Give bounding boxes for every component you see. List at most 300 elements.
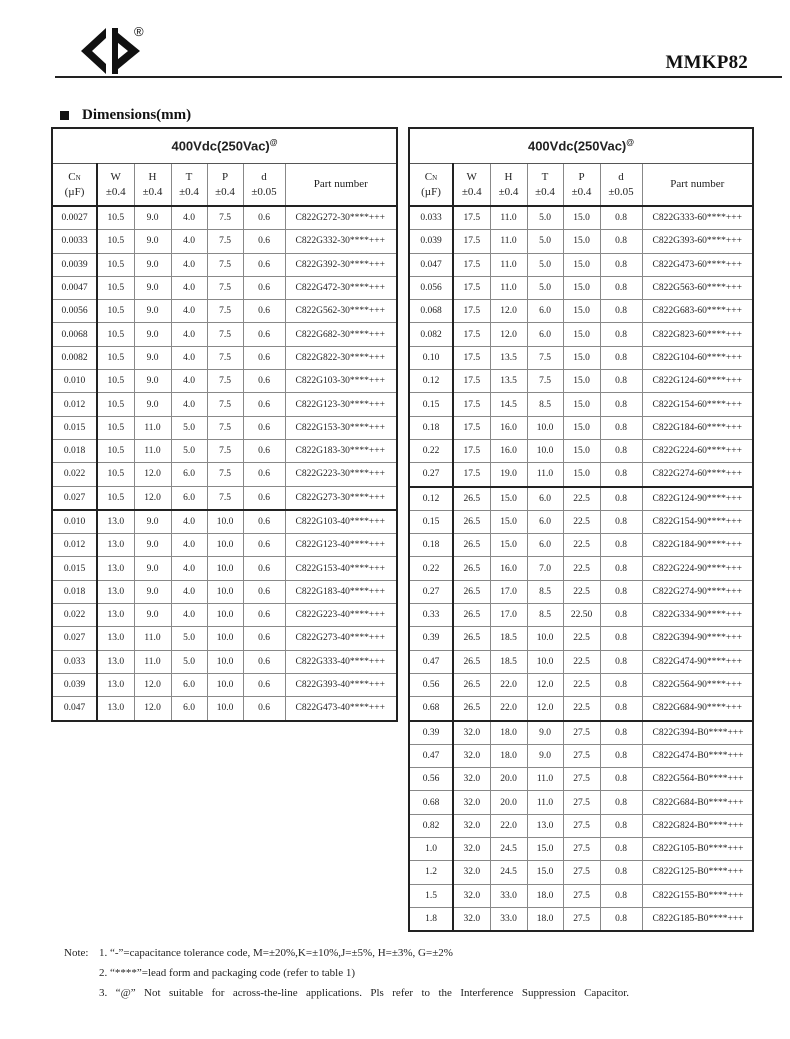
col-header-w: [453, 164, 490, 207]
cell-w: 10.5: [97, 370, 134, 393]
cell-w: 17.5: [453, 253, 490, 276]
col-header-w: [97, 164, 134, 207]
cell-p: 22.5: [563, 673, 600, 696]
cell-d: 0.6: [243, 230, 285, 253]
cell-p: 7.5: [207, 300, 243, 323]
cell-p: 7.5: [207, 206, 243, 230]
cell-d: 0.6: [243, 346, 285, 369]
cell-w: 32.0: [453, 907, 490, 931]
part-number-cell: C822G123-30****+++: [285, 393, 397, 416]
cell-t: 11.0: [527, 791, 563, 814]
table-row: [409, 253, 753, 276]
cell-h: 12.0: [134, 486, 171, 510]
table-row: [52, 323, 397, 346]
cell-d: 0.6: [243, 393, 285, 416]
cell-t: 9.0: [527, 721, 563, 745]
cell-h: 18.0: [490, 744, 527, 767]
cell-t: 4.0: [171, 370, 207, 393]
cell-p: 22.5: [563, 697, 600, 721]
cell-t: 15.0: [527, 861, 563, 884]
part-number-cell: C822G103-40****+++: [285, 510, 397, 534]
cell-t: 6.0: [527, 300, 563, 323]
cell-h: 19.0: [490, 463, 527, 487]
part-number-cell: C822G223-40****+++: [285, 604, 397, 627]
cell-h: 9.0: [134, 346, 171, 369]
cell-p: 10.0: [207, 534, 243, 557]
table-row: [409, 206, 753, 230]
cell-w: 26.5: [453, 673, 490, 696]
cell-h: 9.0: [134, 276, 171, 299]
cell-h: 24.5: [490, 838, 527, 861]
cell-h: 33.0: [490, 884, 527, 907]
cell-t: 4.0: [171, 557, 207, 580]
cell-w: 32.0: [453, 721, 490, 745]
cell-t: 4.0: [171, 323, 207, 346]
header-divider: [55, 76, 782, 78]
cell-h: 18.5: [490, 627, 527, 650]
part-number-cell: C822G393-60****+++: [642, 230, 753, 253]
cell-cn: 0.47: [409, 744, 453, 767]
col-symbol: P: [578, 170, 585, 183]
cell-p: 7.5: [207, 370, 243, 393]
part-number-cell: C822G332-30****+++: [285, 230, 397, 253]
model-title: MMKP82: [665, 52, 748, 73]
cell-cn: 0.015: [52, 416, 97, 439]
part-number-cell: C822G153-30****+++: [285, 416, 397, 439]
cell-cn: 0.033: [52, 650, 97, 673]
part-number-cell: C822G123-40****+++: [285, 534, 397, 557]
part-number-cell: C822G124-60****+++: [642, 370, 753, 393]
cell-p: 15.0: [563, 370, 600, 393]
cell-d: 0.8: [600, 627, 642, 650]
part-number-cell: C822G684-B0****+++: [642, 791, 753, 814]
table-row: [52, 604, 397, 627]
table-row: [52, 230, 397, 253]
cell-h: 9.0: [134, 370, 171, 393]
cell-h: 33.0: [490, 907, 527, 931]
part-number-cell: C822G103-30****+++: [285, 370, 397, 393]
cell-h: 12.0: [490, 300, 527, 323]
cell-h: 20.0: [490, 791, 527, 814]
cell-t: 4.0: [171, 346, 207, 369]
cell-cn: 0.12: [409, 370, 453, 393]
cell-cn: 0.68: [409, 791, 453, 814]
cell-t: 10.0: [527, 627, 563, 650]
cell-d: 0.8: [600, 721, 642, 745]
cell-cn: 0.0047: [52, 276, 97, 299]
cell-p: 22.5: [563, 510, 600, 533]
cell-d: 0.6: [243, 463, 285, 486]
cell-t: 15.0: [527, 838, 563, 861]
cell-p: 7.5: [207, 230, 243, 253]
cell-w: 10.5: [97, 253, 134, 276]
table-row: [52, 486, 397, 510]
cell-d: 0.8: [600, 768, 642, 791]
cell-h: 11.0: [490, 276, 527, 299]
table-row: [52, 627, 397, 650]
cell-cn: 0.039: [409, 230, 453, 253]
cell-w: 13.0: [97, 580, 134, 603]
cell-p: 22.5: [563, 627, 600, 650]
table-row: [52, 276, 397, 299]
part-number-cell: C822G474-B0****+++: [642, 744, 753, 767]
col-header-t: [527, 164, 563, 207]
col-tolerance: ±0.4: [179, 185, 199, 198]
cell-p: 22.5: [563, 580, 600, 603]
cell-t: 5.0: [527, 276, 563, 299]
cell-t: 10.0: [527, 439, 563, 462]
cell-h: 16.0: [490, 439, 527, 462]
cell-cn: 0.0027: [52, 206, 97, 230]
cell-d: 0.8: [600, 791, 642, 814]
cell-w: 17.5: [453, 346, 490, 369]
cell-p: 15.0: [563, 206, 600, 230]
part-number-cell: C822G684-90****+++: [642, 697, 753, 721]
cell-p: 15.0: [563, 276, 600, 299]
cell-d: 0.8: [600, 697, 642, 721]
cell-p: 15.0: [563, 253, 600, 276]
cell-cn: 0.039: [52, 673, 97, 696]
cell-h: 13.5: [490, 346, 527, 369]
cell-cn: 0.18: [409, 534, 453, 557]
cell-d: 0.8: [600, 230, 642, 253]
table-row: [409, 276, 753, 299]
part-number-cell: C822G473-40****+++: [285, 697, 397, 721]
cell-cn: 0.0056: [52, 300, 97, 323]
cell-cn: 0.82: [409, 814, 453, 837]
cell-h: 22.0: [490, 697, 527, 721]
cell-w: 32.0: [453, 791, 490, 814]
part-number-cell: C822G473-60****+++: [642, 253, 753, 276]
col-tolerance: ±0.4: [498, 185, 519, 198]
cell-h: 9.0: [134, 206, 171, 230]
cell-cn: 0.22: [409, 439, 453, 462]
col-tolerance: ±0.4: [461, 185, 482, 198]
cell-cn: 0.39: [409, 627, 453, 650]
cell-w: 10.5: [97, 393, 134, 416]
cell-d: 0.8: [600, 510, 642, 533]
cell-w: 13.0: [97, 510, 134, 534]
part-number-cell: C822G683-60****+++: [642, 300, 753, 323]
cell-cn: 0.068: [409, 300, 453, 323]
cell-d: 0.8: [600, 416, 642, 439]
table-row: [52, 300, 397, 323]
col-tolerance: ±0.4: [215, 185, 235, 198]
table-row: [409, 814, 753, 837]
part-number-cell: C822G104-60****+++: [642, 346, 753, 369]
cell-cn: 1.0: [409, 838, 453, 861]
table-row: [409, 230, 753, 253]
dimensions-table-right: [408, 127, 754, 932]
table-row: [409, 370, 753, 393]
col-symbol: T: [541, 170, 549, 183]
cell-w: 32.0: [453, 861, 490, 884]
col-header-d: [600, 164, 642, 207]
table-row: [409, 323, 753, 346]
cell-t: 6.0: [527, 510, 563, 533]
part-number-cell: C822G183-30****+++: [285, 439, 397, 462]
cell-p: 22.5: [563, 534, 600, 557]
table-row: [52, 697, 397, 721]
cell-t: 4.0: [171, 534, 207, 557]
cell-d: 0.8: [600, 253, 642, 276]
cell-p: 27.5: [563, 861, 600, 884]
part-number-cell: C822G474-90****+++: [642, 650, 753, 673]
cell-d: 0.6: [243, 604, 285, 627]
cell-h: 12.0: [134, 673, 171, 696]
cell-cn: 0.0068: [52, 323, 97, 346]
cell-d: 0.8: [600, 814, 642, 837]
table-row: [409, 580, 753, 603]
cell-d: 0.8: [600, 276, 642, 299]
table-row: [52, 463, 397, 486]
part-number-cell: C822G472-30****+++: [285, 276, 397, 299]
cell-w: 13.0: [97, 534, 134, 557]
cell-h: 11.0: [134, 439, 171, 462]
part-number-cell: C822G154-90****+++: [642, 510, 753, 533]
cell-w: 13.0: [97, 557, 134, 580]
cell-d: 0.6: [243, 510, 285, 534]
col-symbol: CN: [424, 170, 438, 183]
cell-w: 26.5: [453, 557, 490, 580]
cell-w: 10.5: [97, 276, 134, 299]
cell-t: 6.0: [527, 534, 563, 557]
cell-d: 0.6: [243, 697, 285, 721]
cell-d: 0.6: [243, 673, 285, 696]
cell-p: 22.5: [563, 487, 600, 511]
cell-cn: 0.022: [52, 604, 97, 627]
cell-cn: 1.2: [409, 861, 453, 884]
part-number-cell: C822G394-B0****+++: [642, 721, 753, 745]
cell-p: 7.5: [207, 416, 243, 439]
table-row: [52, 650, 397, 673]
cell-cn: 0.022: [52, 463, 97, 486]
cell-h: 12.0: [490, 323, 527, 346]
cell-h: 11.0: [490, 230, 527, 253]
part-number-cell: C822G334-90****+++: [642, 604, 753, 627]
cell-cn: 0.018: [52, 580, 97, 603]
cell-t: 5.0: [171, 439, 207, 462]
cell-cn: 0.15: [409, 393, 453, 416]
cell-p: 7.5: [207, 346, 243, 369]
table-row: [52, 439, 397, 462]
table-row: [52, 416, 397, 439]
notes: [64, 943, 764, 1003]
cell-cn: 0.27: [409, 463, 453, 487]
cell-t: 4.0: [171, 510, 207, 534]
cell-p: 10.0: [207, 604, 243, 627]
cell-p: 7.5: [207, 276, 243, 299]
voltage-rating: 400Vdc(250Vac): [171, 138, 270, 154]
part-number-cell: C822G274-60****+++: [642, 463, 753, 487]
cell-t: 6.0: [527, 487, 563, 511]
cell-w: 10.5: [97, 463, 134, 486]
cell-p: 7.5: [207, 393, 243, 416]
cell-h: 11.0: [490, 253, 527, 276]
cell-w: 17.5: [453, 416, 490, 439]
cell-w: 17.5: [453, 393, 490, 416]
table-row: [52, 370, 397, 393]
cell-t: 4.0: [171, 230, 207, 253]
cell-h: 20.0: [490, 768, 527, 791]
cell-d: 0.8: [600, 604, 642, 627]
cell-w: 26.5: [453, 627, 490, 650]
cell-w: 17.5: [453, 439, 490, 462]
table-title: [52, 128, 397, 164]
cell-cn: 0.27: [409, 580, 453, 603]
cell-w: 17.5: [453, 276, 490, 299]
cell-p: 15.0: [563, 230, 600, 253]
table-row: [409, 627, 753, 650]
part-number-cell: C822G822-30****+++: [285, 346, 397, 369]
col-symbol: T: [185, 170, 193, 183]
col-symbol: CN: [68, 170, 81, 183]
table-row: [52, 206, 397, 230]
cell-w: 10.5: [97, 439, 134, 462]
cell-h: 17.0: [490, 580, 527, 603]
part-number-cell: C822G155-B0****+++: [642, 884, 753, 907]
cell-d: 0.8: [600, 439, 642, 462]
col-tolerance: ±0.4: [142, 185, 163, 198]
cell-cn: 0.68: [409, 697, 453, 721]
cell-p: 7.5: [207, 486, 243, 510]
cell-w: 13.0: [97, 604, 134, 627]
notes-label: Note:: [64, 947, 89, 959]
col-symbol: W: [110, 170, 121, 183]
col-symbol: P: [221, 170, 229, 183]
table-row: [409, 768, 753, 791]
table-row: [409, 300, 753, 323]
cell-t: 5.0: [527, 253, 563, 276]
cell-h: 9.0: [134, 580, 171, 603]
table-row: [52, 510, 397, 534]
table-row: [52, 580, 397, 603]
col-tolerance: ±0.05: [608, 185, 634, 198]
part-number-cell: C822G564-90****+++: [642, 673, 753, 696]
cell-p: 10.0: [207, 510, 243, 534]
cell-h: 9.0: [134, 557, 171, 580]
cell-h: 14.5: [490, 393, 527, 416]
cell-w: 10.5: [97, 416, 134, 439]
table-row: [409, 861, 753, 884]
part-number-cell: C822G125-B0****+++: [642, 861, 753, 884]
cell-h: 15.0: [490, 510, 527, 533]
cell-t: 12.0: [527, 673, 563, 696]
cell-cn: 0.015: [52, 557, 97, 580]
table-row: [409, 744, 753, 767]
part-number-cell: C822G333-60****+++: [642, 206, 753, 230]
cell-w: 10.5: [97, 346, 134, 369]
cell-cn: 1.5: [409, 884, 453, 907]
cell-d: 0.8: [600, 744, 642, 767]
cell-w: 32.0: [453, 768, 490, 791]
cell-p: 10.0: [207, 650, 243, 673]
cell-p: 27.5: [563, 907, 600, 931]
cell-d: 0.6: [243, 323, 285, 346]
table-row: [409, 884, 753, 907]
table-row: [52, 393, 397, 416]
table-row: [52, 253, 397, 276]
cell-p: 10.0: [207, 697, 243, 721]
cell-h: 15.0: [490, 534, 527, 557]
cell-d: 0.8: [600, 557, 642, 580]
cell-h: 16.0: [490, 416, 527, 439]
part-number-cell: C822G824-B0****+++: [642, 814, 753, 837]
part-number-cell: C822G183-40****+++: [285, 580, 397, 603]
note-1: 1. “-”=capacitance tolerance code, M=±20%,K=±10%,J=±5%, H=±3%, G=±2%: [99, 947, 453, 959]
cell-d: 0.8: [600, 487, 642, 511]
cell-w: 26.5: [453, 697, 490, 721]
cell-t: 11.0: [527, 768, 563, 791]
cell-t: 7.5: [527, 346, 563, 369]
part-number-cell: C822G274-90****+++: [642, 580, 753, 603]
cell-w: 32.0: [453, 744, 490, 767]
cell-d: 0.6: [243, 370, 285, 393]
table-row: [409, 673, 753, 696]
cell-cn: 0.027: [52, 486, 97, 510]
cell-w: 10.5: [97, 323, 134, 346]
cell-cn: 0.56: [409, 768, 453, 791]
table-row: [52, 346, 397, 369]
cell-t: 4.0: [171, 253, 207, 276]
cell-t: 6.0: [171, 486, 207, 510]
part-number-cell: C822G563-60****+++: [642, 276, 753, 299]
col-symbol: H: [148, 170, 157, 183]
cell-w: 10.5: [97, 230, 134, 253]
part-number-cell: C822G272-30****+++: [285, 206, 397, 230]
cell-h: 9.0: [134, 393, 171, 416]
cell-h: 9.0: [134, 300, 171, 323]
table-row: [409, 416, 753, 439]
cell-t: 8.5: [527, 604, 563, 627]
cell-cn: 0.010: [52, 510, 97, 534]
note-3: 3. “@” Not suitable for across-the-line applications. Pls refer to the Interference Suppression Capacitor.: [99, 987, 629, 999]
cell-p: 22.5: [563, 557, 600, 580]
cell-d: 0.8: [600, 300, 642, 323]
cell-cn: 0.22: [409, 557, 453, 580]
col-header-part-number: Part number: [642, 164, 753, 207]
col-tolerance: (µF): [421, 185, 441, 198]
cell-cn: 1.8: [409, 907, 453, 931]
cell-cn: 0.010: [52, 370, 97, 393]
cell-h: 9.0: [134, 323, 171, 346]
cell-h: 22.0: [490, 673, 527, 696]
col-tolerance: ±0.4: [535, 185, 555, 198]
cell-p: 15.0: [563, 323, 600, 346]
cell-t: 6.0: [171, 463, 207, 486]
part-number-cell: C822G393-40****+++: [285, 673, 397, 696]
cell-d: 0.8: [600, 534, 642, 557]
cell-d: 0.8: [600, 650, 642, 673]
table-row: [409, 650, 753, 673]
cell-d: 0.6: [243, 580, 285, 603]
cell-p: 27.5: [563, 744, 600, 767]
table-row: [409, 510, 753, 533]
part-number-cell: C822G333-40****+++: [285, 650, 397, 673]
cell-h: 16.0: [490, 557, 527, 580]
cell-h: 9.0: [134, 230, 171, 253]
cell-p: 27.5: [563, 814, 600, 837]
cell-w: 17.5: [453, 206, 490, 230]
cell-d: 0.6: [243, 627, 285, 650]
cell-d: 0.8: [600, 884, 642, 907]
cell-t: 9.0: [527, 744, 563, 767]
cell-w: 26.5: [453, 487, 490, 511]
cell-d: 0.6: [243, 486, 285, 510]
cell-w: 10.5: [97, 206, 134, 230]
cell-h: 11.0: [134, 627, 171, 650]
col-header-part-number: Part number: [285, 164, 397, 207]
